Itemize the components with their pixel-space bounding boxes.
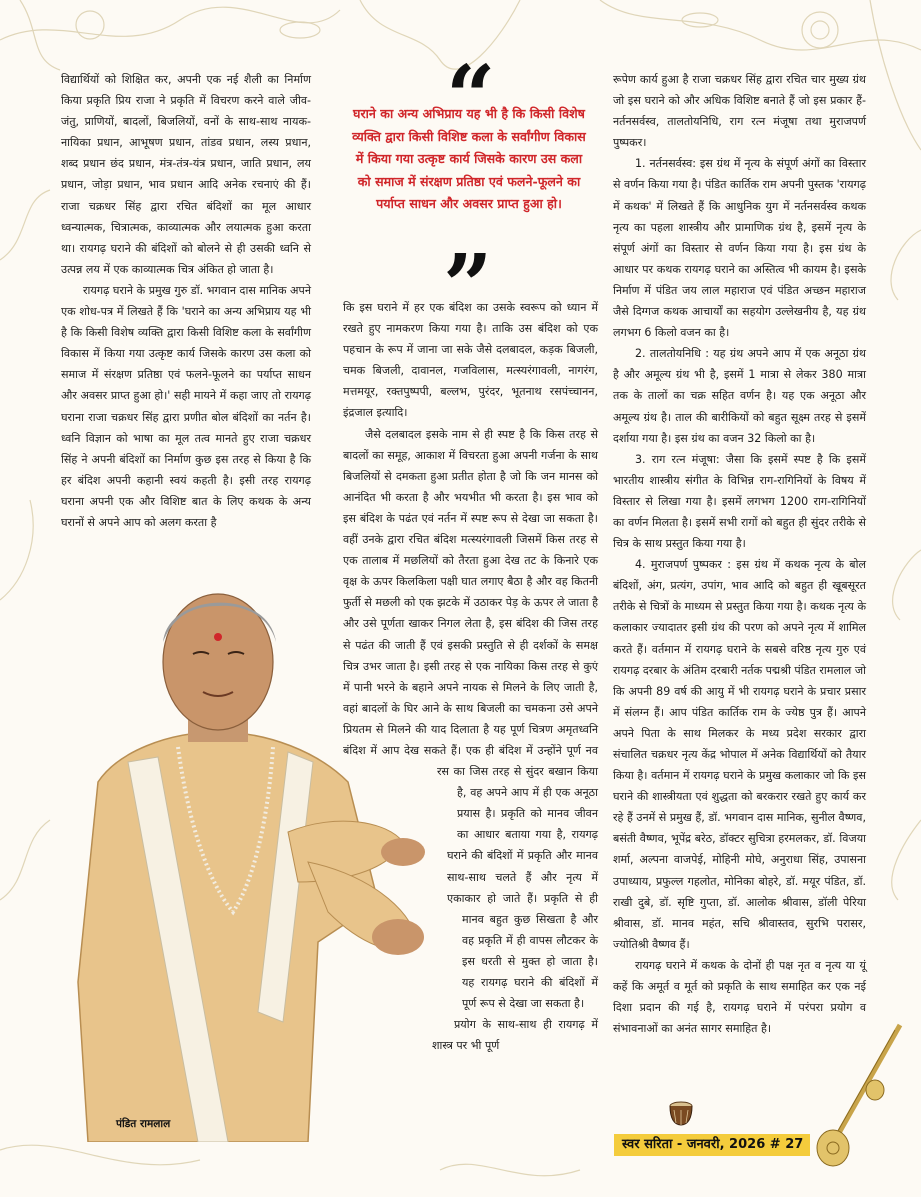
paragraph: 4. मुराजपर्ण पुष्पकर : इस ग्रंथ में कथक नृत्य के बोल बंदिशों, अंग, प्रत्यंग, उपांग, भाव आदि को बहुत ही खूबसूरत तरीके से चित्रों के माध्यम से प्रस्तुत किया गया है। कथक नृत्य के कलाकार ज्यादातर इसी ग्रंथ की परण को अपने नृत्य में शामिल करते हैं। वर्तमान में रायगढ़ घराने के सबसे वरिष्ठ नृत्य गुरु एवं रायगढ़ दरबार के अंतिम दरबारी नर्तक पद्मश्री पंडित रामलाल जो कि अपनी 89 वर्ष की आयु में भी रायगढ़ घराने के प्रचार प्रसार में संलग्न हैं। आप पंडित कार्तिक राम के ज्येष्ठ पुत्र हैं। आपने अपने पिता के साथ मिलकर के मध्य प्रदेश सरकार द्वारा संचालित चक्रधर नृत्य केंद्र भोपाल में अनेक विद्यार्थियों को तैयार किया है। वर्तमान में रायगढ़ घराने के प्रमुख कलाकार जो कि इस घराने की शास्त्रीयता एवं शुद्धता को बरकरार रखते हुए कार्य कर रहे हैं उनमें से प्रमुख हैं, डॉ. भगवान दास मानिक, सुनील वैष्णव, बसंती वैष्णव, भूपेंद्र बरेठ, डॉक्टर सुचित्रा हरमलकर, डॉ. विजया शर्मा, अल्पना वाजपेई, मोहिनी मोघे, अनुराधा सिंह, उपासना उपाध्याय, प्रफुल्ल गहलोत, मोनिका बोहरे, डॉ. मयूर पंडित, डॉ. राखी दुबे, डॉ. सृष्टि गुप्ता, डॉ. आलोक श्रीवास, डॉली पेरिया श्रीवास, डॉ. मानव महंत, सचि श्रीवास्तव, सुरभि परासर, ज्योतिश्री वैष्णव हैं। (613, 558, 866, 951)
paragraph: 2. तालतोयनिधि : यह ग्रंथ अपने आप में एक अनूठा ग्रंथ है और अमूल्य ग्रंथ भी है, इसमें 1 मात्रा से लेकर 380 मात्रा तक के तालों का चक्र सहित वर्णन है। यह एक अनूठा और अमूल्य ग्रंथ है। ताल की बारीकियों को बहुत सूक्ष्म तरह से इसमें दर्शाया गया है। इस ग्रंथ का वजन 32 किलो का है। (613, 347, 866, 445)
paragraph: रायगढ़ घराने के प्रमुख गुरु डॉ. भगवान दास मानिक अपने एक शोध-पत्र में लिखते हैं कि 'घराने का अन्य अभिप्राय यह भी है कि किसी विशेष व्यक्ति द्वारा किसी विशिष्ट कला के सर्वांगीण विकास में किया गया उत्कृष्ट कार्य जिसके कारण उस कला को समाज में संरक्षण प्रतिष्ठा एवं फलने-फूलने का पर्याप्त साधन और अवसर प्राप्त हुआ हो।' सही मायने में कहा जाए तो रायगढ़ घराना राजा चक्रधर सिंह द्वारा प्रणीत बोल बंदिशों का नर्तन है। ध्वनि विज्ञान को भाषा का मूल तत्व मानते हुए राजा चक्रधर सिंह ने अपनी बंदिशों का निर्माण कुछ इस तरह से किया है कि हर बंदिश अपनी कहानी स्वयं कहती है। इसी तरह रायगढ़ घराना अपनी एक और विशिष्ट बात के लिए कथक के अन्य घरानों से अपने आप को अलग करता है (61, 283, 311, 529)
tabla-icon (666, 1098, 696, 1128)
page-footer: स्वर सरिता - जनवरी, 2026 # 27 (614, 1134, 810, 1156)
photo-caption: पंडित रामलाल (116, 1118, 171, 1130)
open-quote-mark: “ (446, 47, 496, 148)
pull-quote: घराने का अन्य अभिप्राय यह भी है कि किसी विशेष व्यक्ति द्वारा किसी विशिष्ट कला के सर्वांगीण विकास में किया गया उत्कृष्ट कार्य जिसके कारण उस कला को समाज में संरक्षण प्रतिष्ठा एवं फलने-फूलने का पर्याप्त साधन और अवसर प्राप्त हुआ हो। (352, 106, 586, 211)
portrait-photo (58, 582, 438, 1142)
text-column-1 (61, 69, 311, 533)
paragraph: प्रयोग के साथ-साथ ही रायगढ़ में शास्त्र पर भी पूर्ण (432, 1018, 598, 1053)
paragraph: 1. नर्तनसर्वस्व: इस ग्रंथ में नृत्य के संपूर्ण अंगों का विस्तार से वर्णन किया गया है। पंडित कार्तिक राम अपनी पुस्तक 'रायगढ़ में कथक' में लिखते हैं कि आधुनिक युग में नर्तनसर्वस्व कथक नृत्य का पहला शास्त्रीय और प्रामाणिक ग्रंथ है, इसमें नृत्य के संपूर्ण अंगों का विस्तार से वर्णन किया गया है। इस ग्रंथ के आधार पर कथक रायगढ़ घराने का अस्तित्व भी कायम है। इसके निर्माण में पंडित जय लाल महाराज एवं पंडित अच्छन महाराज जैसे दिग्गज कथक आचार्यों का सहयोग उल्लेखनीय है, यह ग्रंथ लगभग 6 किलो वजन का है। (613, 157, 866, 340)
paragraph: 3. राग रत्न मंजूषा: जैसा कि इसमें स्पष्ट है कि इसमें भारतीय शास्त्रीय संगीत के विभिन्न राग-रागिनियों के विषय में विस्तार से लिखा गया है। इसमें लगभग 1200 राग-रागिनियों का वर्णन मिलता है। इसमें सभी रागों को बहुत ही सुंदर तरीके से चित्र के साथ प्रस्तुत किया गया है। (613, 452, 866, 551)
paragraph: रायगढ़ घराने में कथक के दोनों ही पक्ष नृत व नृत्य या यूं कहें कि अमूर्त व मूर्त को प्रकृति के साथ समाहित कर एक नई दिशा प्रदान की गई है, रायगढ़ घराने में परंपरा प्रयोग व संभावनाओं का अनंत सागर समाहित है। (613, 958, 866, 1036)
paragraph: जैसे दलबादल इसके नाम से ही स्पष्ट है कि किस तरह से बादलों का समूह, आकाश में विचरता हुआ अपनी गर्जना के साथ बिजलियों से दमकता हुआ प्रतीत होता है जो कि जन मानस को आनंदित भी करता है और भयभीत भी करता है। इस भाव को इस बंदिश के पढंत एवं नर्तन में स्पष्ट रूप से देखा जा सकता है। वहीं उनके द्वारा रचित बंदिश मत्स्यरंगावली जिसमें किस तरह से एक तालाब में मछलियों को तैरता हुआ देख तट के किनारे एक वृक्ष के ऊपर किलकिला पक्षी घात लगाए बैठा है और वह कितनी फुर्ती से मछली को एक झटके में उठाकर पेड़ के ऊपर ले जाता है और उसे पूर्णता खाकर निगल लेता है, इस बंदिश की जिस तरह से पढंत की जाती हैं एवं इसकी प्रस्तुति से ही दर्शकों के समक्ष चित्र उभर जाता है। इसी तरह से एक नायिका किस तरह से कुएं में पानी भरने के बहाने अपने नायक से मिलने के लिए जाती है, वहां बादलों के घिर आने के साथ बिजली का चमकना उसे अपने प्रियतम से मिलने की याद दिलाता है यह पूर्ण चित्रण अमृतध्वनि बंदिश में आप देख सकते हैं। एक ही बंदिश में उन्होंने पूर्ण नव रस का जिस तरह से सुंदर बखान किया है, वह अपने आप में ही एक अनूठा प्रयास है। प्रकृति को मानव जीवन का आधार बताया गया है, रायगढ़ घराने की बंदिशों में प्रकृति और मानव साथ-साथ चलते हैं और नृत्य में एकाकार हो जाते हैं। प्रकृति से ही मानव बहुत कुछ सिखता है और वह प्रकृति में ही वापस लौटकर के इस धरती से मुक्त हो जाता है। यह रायगढ़ घराने की बंदिशों में पूर्ण रूप से देखा जा सकता है। (343, 427, 598, 1011)
paragraph: विद्यार्थियों को शिक्षित कर, अपनी एक नई शैली का निर्माण किया प्रकृति प्रिय राजा ने प्रकृति में विचरण करने वाले जीव-जंतु, प्राणियों, बादलों, बिजलियों, वनों के साथ-साथ नायक-नायिका प्रधान, आभूषण प्रधान, तांडव प्रधान, लस्य प्रधान, शब्द प्रधान छंद प्रधान, मंत्र-तंत्र-यंत्र प्रधान, जाति प्रधान, लय प्रधान, जोड़ा प्रधान, भाव प्रधान आदि अनेक रचनाएं की हैं। राजा चक्रधर सिंह द्वारा रचित बंदिशों का मूल आधार ध्वन्यात्मक, चित्रात्मक, काव्यात्मक और लयात्मक हुआ करता था। रायगढ़ घराने की बंदिशों को बोलने से ही उसकी ध्वनि से उत्पन्न लय में एक काव्यात्मक चित्र अंकित हो जाता है। (61, 73, 311, 276)
text-column-3 (613, 69, 866, 1039)
close-quote-mark: ” (443, 236, 493, 337)
paragraph: कि इस घराने में हर एक बंदिश का उसके स्वरूप को ध्यान में रखते हुए नामकरण किया गया है। ताकि उस बंदिश को एक पहचान के रूप में जाना जा सके जैसे दलबादल, कड़क बिजली, चमक बिजली, दावानल, गजविलास, मत्स्यरंगावली, नागरंग, मत्तमयूर, रक्तपुष्पपी, बल्लभ, पुरंदर, भूतनाथ रसपंच्चानन, इंद्रजाल इत्यादि। (343, 301, 598, 420)
paragraph: रूपेण कार्य हुआ है राजा चक्रधर सिंह द्वारा रचित चार मुख्य ग्रंथ जो इस घराने को और अधिक विशिष्ट बनाते हैं जो इस प्रकार हैं- नर्तनसर्वस्व, तालतोयनिधि, राग रत्न मंजूषा तथा मुराजपर्ण पुष्पकर। (613, 73, 866, 150)
sitar-ornament-icon (815, 1020, 915, 1170)
